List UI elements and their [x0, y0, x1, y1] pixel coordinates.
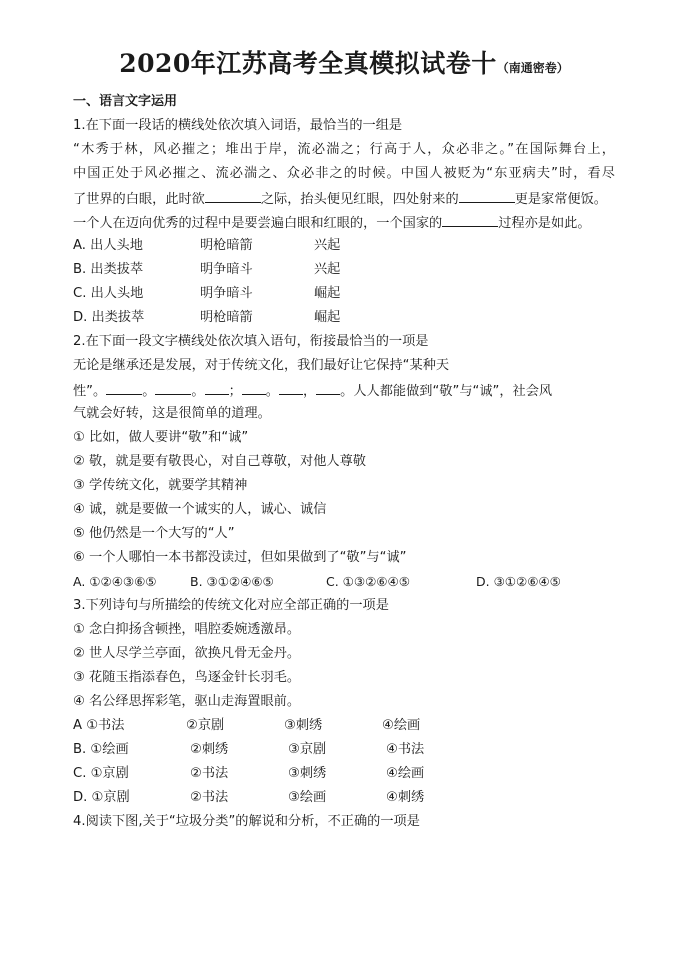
q3-option-c-3: ③刺绣	[288, 766, 327, 781]
q3-option-a-4: ④绘画	[382, 718, 421, 733]
q2-text: ，	[302, 384, 317, 399]
q3-item-3: ③ 花随玉指添春色，鸟逐金针长羽毛。	[73, 670, 301, 685]
q2-text: 。	[191, 384, 205, 399]
q2-text: 人人都能做到“敬”与“诚”，社会风	[353, 384, 553, 399]
q1-option-d-word-3: 崛起	[314, 310, 341, 325]
section-heading: 一、语言文字运用	[73, 94, 178, 109]
q2-blank-5	[279, 382, 303, 395]
q3-option-a[interactable]: A ①书法	[73, 718, 125, 733]
q2-blank-3	[205, 382, 229, 395]
q1-option-b[interactable]: B. 出类拔萃	[73, 262, 144, 277]
q1-passage-line-4	[73, 214, 591, 232]
q3-option-d-2: ②书法	[190, 790, 229, 805]
q2-item-6: ⑥ 一个人哪怕一本书都没读过，但如果做到了“敬”与“诚”	[73, 550, 407, 565]
q2-item-1: ① 比如，做人要讲“敬”和“诚”	[73, 430, 249, 445]
q1-text: 过程亦是如此。	[498, 216, 591, 231]
q2-text: ；	[228, 384, 242, 399]
q1-text: 了世界的白眼，此时欲	[73, 192, 205, 207]
exam-title-main: 2020年江苏高考全真模拟试卷十	[119, 49, 497, 78]
q3-option-b-4: ④书法	[386, 742, 425, 757]
q3-option-c[interactable]: C. ①京剧	[73, 766, 129, 781]
q1-option-a-word-2: 明枪暗箭	[200, 238, 253, 253]
q1-option-a[interactable]: A. 出人头地	[73, 238, 143, 253]
q1-passage-line-3	[73, 190, 607, 208]
q3-stem: 3.下列诗句与所描绘的传统文化对应全部正确的一项是	[73, 598, 389, 613]
q4-stem: 4.阅读下图,关于“垃圾分类”的解说和分析，不正确的一项是	[73, 814, 420, 829]
q1-text: 之际，抬头便见红眼，四处射来的	[260, 192, 459, 207]
q1-option-a-word-3: 兴起	[314, 238, 341, 253]
q3-option-d[interactable]: D. ①京剧	[73, 790, 130, 805]
q3-option-b[interactable]: B. ①绘画	[73, 742, 129, 757]
q1-text: 更是家常便饭。	[514, 192, 607, 207]
q2-passage-line-3: 气就会好转，这是很简单的道理。	[73, 406, 271, 421]
exam-title-sub: （南通密卷）	[496, 61, 569, 75]
q3-option-d-4: ④刺绣	[386, 790, 425, 805]
q1-option-b-word-2: 明争暗斗	[200, 262, 253, 277]
q2-item-3: ③ 学传统文化，就要学其精神	[73, 478, 248, 493]
q2-blank-4	[242, 382, 266, 395]
q2-passage-line-2	[73, 382, 552, 400]
q1-text: 一个人在迈向优秀的过程中是要尝遍白眼和红眼的，一个国家的	[73, 216, 443, 231]
q1-blank-3	[442, 214, 498, 227]
q3-option-b-2: ②刺绣	[190, 742, 229, 757]
q1-option-b-word-3: 兴起	[314, 262, 341, 277]
q2-text: 。	[142, 384, 156, 399]
q1-blank-2	[459, 190, 515, 203]
q3-option-c-2: ②书法	[190, 766, 229, 781]
q3-option-a-2: ②京剧	[186, 718, 225, 733]
q2-blank-6	[316, 382, 340, 395]
q1-option-d-word-2: 明枪暗箭	[200, 310, 253, 325]
q3-option-d-3: ③绘画	[288, 790, 327, 805]
q3-option-c-4: ④绘画	[386, 766, 425, 781]
q2-item-5: ⑤ 他仍然是一个大写的“人”	[73, 526, 235, 541]
q2-passage-line-1: 无论是继承还是发展，对于传统文化，我们最好让它保持“某种天	[73, 358, 450, 373]
q2-option-d[interactable]: D. ③①②⑥④⑤	[476, 574, 561, 589]
q1-blank-1	[205, 190, 261, 203]
q1-option-c[interactable]: C. 出人头地	[73, 286, 144, 301]
q2-text: 。	[340, 384, 354, 399]
q1-option-c-word-2: 明争暗斗	[200, 286, 253, 301]
q2-option-c[interactable]: C. ①③②⑥④⑤	[326, 574, 410, 589]
q2-option-b[interactable]: B. ③①②④⑥⑤	[190, 574, 274, 589]
q1-stem: 1.在下面一段话的横线处依次填入词语，最恰当的一组是	[73, 118, 403, 133]
q1-passage-line-1: “木秀于林，风必摧之；堆出于岸，流必湍之；行高于人，众必非之。”在国际舞台上，	[73, 142, 615, 157]
q2-option-a[interactable]: A. ①②④③⑥⑤	[73, 574, 157, 589]
q2-stem: 2.在下面一段文字横线处依次填入语句，衔接最恰当的一项是	[73, 334, 429, 349]
q2-text: 性”。	[73, 384, 107, 399]
q2-blank-1	[106, 382, 142, 395]
q1-option-c-word-3: 崛起	[314, 286, 341, 301]
exam-title	[0, 44, 688, 80]
q2-item-4: ④ 诚，就是要做一个诚实的人，诚心、诚信	[73, 502, 327, 517]
q3-item-1: ① 念白抑扬含顿挫，唱腔委婉透激昂。	[73, 622, 301, 637]
q2-blank-2	[155, 382, 191, 395]
q2-text: 。	[265, 384, 279, 399]
q1-option-d[interactable]: D. 出类拔萃	[73, 310, 145, 325]
q3-option-b-3: ③京剧	[288, 742, 327, 757]
q3-item-2: ② 世人尽学兰亭面，欲换凡骨无金丹。	[73, 646, 301, 661]
q3-item-4: ④ 名公绎思挥彩笔，驱山走海置眼前。	[73, 694, 301, 709]
q1-passage-line-2: 中国正处于风必摧之、流必湍之、众必非之的时候。中国人被贬为“东亚病夫”时，看尽	[73, 166, 615, 181]
q2-item-2: ② 敬，就是要有敬畏心，对自己尊敬，对他人尊敬	[73, 454, 366, 469]
q3-option-a-3: ③刺绣	[284, 718, 323, 733]
